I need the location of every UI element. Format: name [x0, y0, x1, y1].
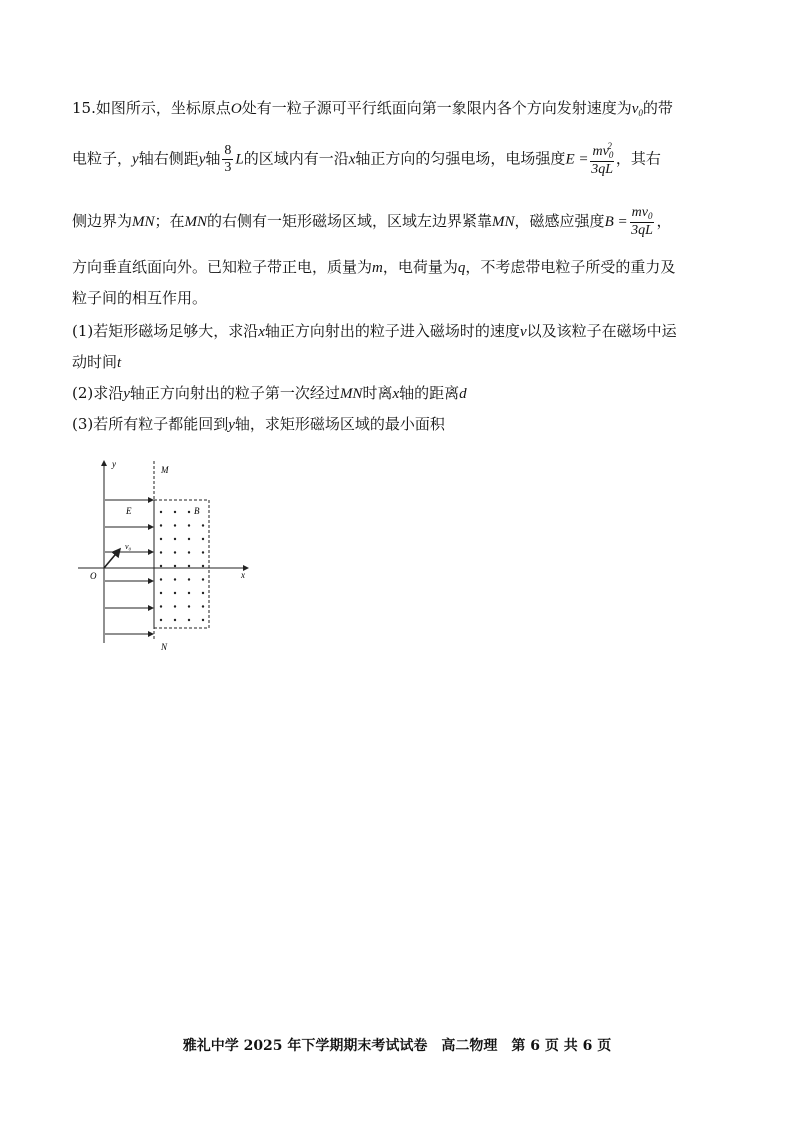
b-field-dot: [174, 578, 176, 580]
problem-line-4: 方向垂直纸面向外。已知粒子带正电，质量为m，电荷量为q，不考虑带电粒子所受的重力及: [72, 258, 676, 276]
fraction-8-3: $\frac{8}{3}$: [224, 143, 232, 175]
b-field-dot: [188, 511, 190, 513]
magnetic-field-region: [154, 500, 209, 628]
b-field-dot: [174, 538, 176, 540]
e-field-label: E: [126, 506, 132, 516]
b-field-dot: [202, 578, 204, 580]
problem-line-3: 侧边界为MN；在MN的右侧有一矩形磁场区域，区域左边界紧靠MN，磁感应强度B = $\frac{mv_0}{3qL}$ ，: [72, 205, 672, 238]
b-field-dot: [174, 592, 176, 594]
b-field-dot: [188, 578, 190, 580]
b-field-dot: [160, 578, 162, 580]
b-field-dot: [160, 551, 162, 553]
b-field-dot: [188, 538, 190, 540]
b-field-dot: [188, 592, 190, 594]
origin-label: O: [90, 571, 97, 581]
b-field-dot: [160, 619, 162, 621]
b-field-dot: [202, 538, 204, 540]
b-field-dot: [160, 565, 162, 567]
e-field-fraction: $\frac{mv_0^2}{3qL}$: [591, 141, 614, 177]
b-field-dot: [188, 619, 190, 621]
b-field-dot: [188, 565, 190, 567]
label-n: N: [161, 642, 168, 650]
b-field-fraction: $\frac{mv_0}{3qL}$: [631, 205, 653, 238]
b-field-dot: [174, 551, 176, 553]
field-diagram: [70, 455, 270, 650]
b-field-dot: [160, 538, 162, 540]
question-1-line-2: 动时间t: [72, 353, 122, 371]
problem-line-2: 电粒子，y轴右侧距y轴 $\frac{8}{3}$ L的区域内有一沿x轴正方向的匀强电场，电场强度E = $\frac{mv_0^2}{3qL}$ ，其右: [72, 141, 661, 177]
b-field-dot: [202, 619, 204, 621]
b-field-dot: [174, 619, 176, 621]
b-field-dot: [188, 551, 190, 553]
b-field-dot: [202, 565, 204, 567]
label-m: M: [161, 465, 169, 475]
b-field-dots: [160, 511, 204, 621]
b-field-dot: [202, 592, 204, 594]
question-2: (2)求沿y轴正方向射出的粒子第一次经过MN时离x轴的距离d: [72, 384, 467, 402]
b-field-dot: [174, 524, 176, 526]
problem-line-5: 粒子间的相互作用。: [72, 289, 208, 307]
problem-line-1: 15.如图所示，坐标原点O处有一粒子源可平行纸面向第一象限内各个方向发射速度为$v_0$的带: [72, 99, 673, 118]
b-field-dot: [174, 511, 176, 513]
page-footer: 雅礼中学 2025 年下学期期末考试试卷 高二物理 第 6 页 共 6 页: [182, 1038, 612, 1054]
x-axis-label: x: [241, 570, 245, 580]
b-field-label: B: [194, 506, 200, 516]
b-field-dot: [202, 551, 204, 553]
b-field-dot: [174, 565, 176, 567]
b-field-dot: [160, 605, 162, 607]
b-field-dot: [188, 524, 190, 526]
b-field-dot: [174, 605, 176, 607]
question-3: (3)若所有粒子都能回到y轴，求矩形磁场区域的最小面积: [72, 415, 445, 433]
v0-label: v₀: [125, 542, 132, 551]
b-field-dot: [160, 592, 162, 594]
electric-field-arrows: [105, 500, 153, 634]
v0-symbol: $v_0$: [631, 101, 643, 118]
y-axis-label: y: [112, 459, 116, 469]
b-field-dot: [160, 511, 162, 513]
b-field-dot: [202, 524, 204, 526]
question-1-line-1: (1)若矩形磁场足够大，求沿x轴正方向射出的粒子进入磁场时的速度v以及该粒子在磁场中运: [72, 322, 677, 340]
b-field-dot: [188, 605, 190, 607]
b-field-dot: [160, 524, 162, 526]
b-field-dot: [202, 605, 204, 607]
